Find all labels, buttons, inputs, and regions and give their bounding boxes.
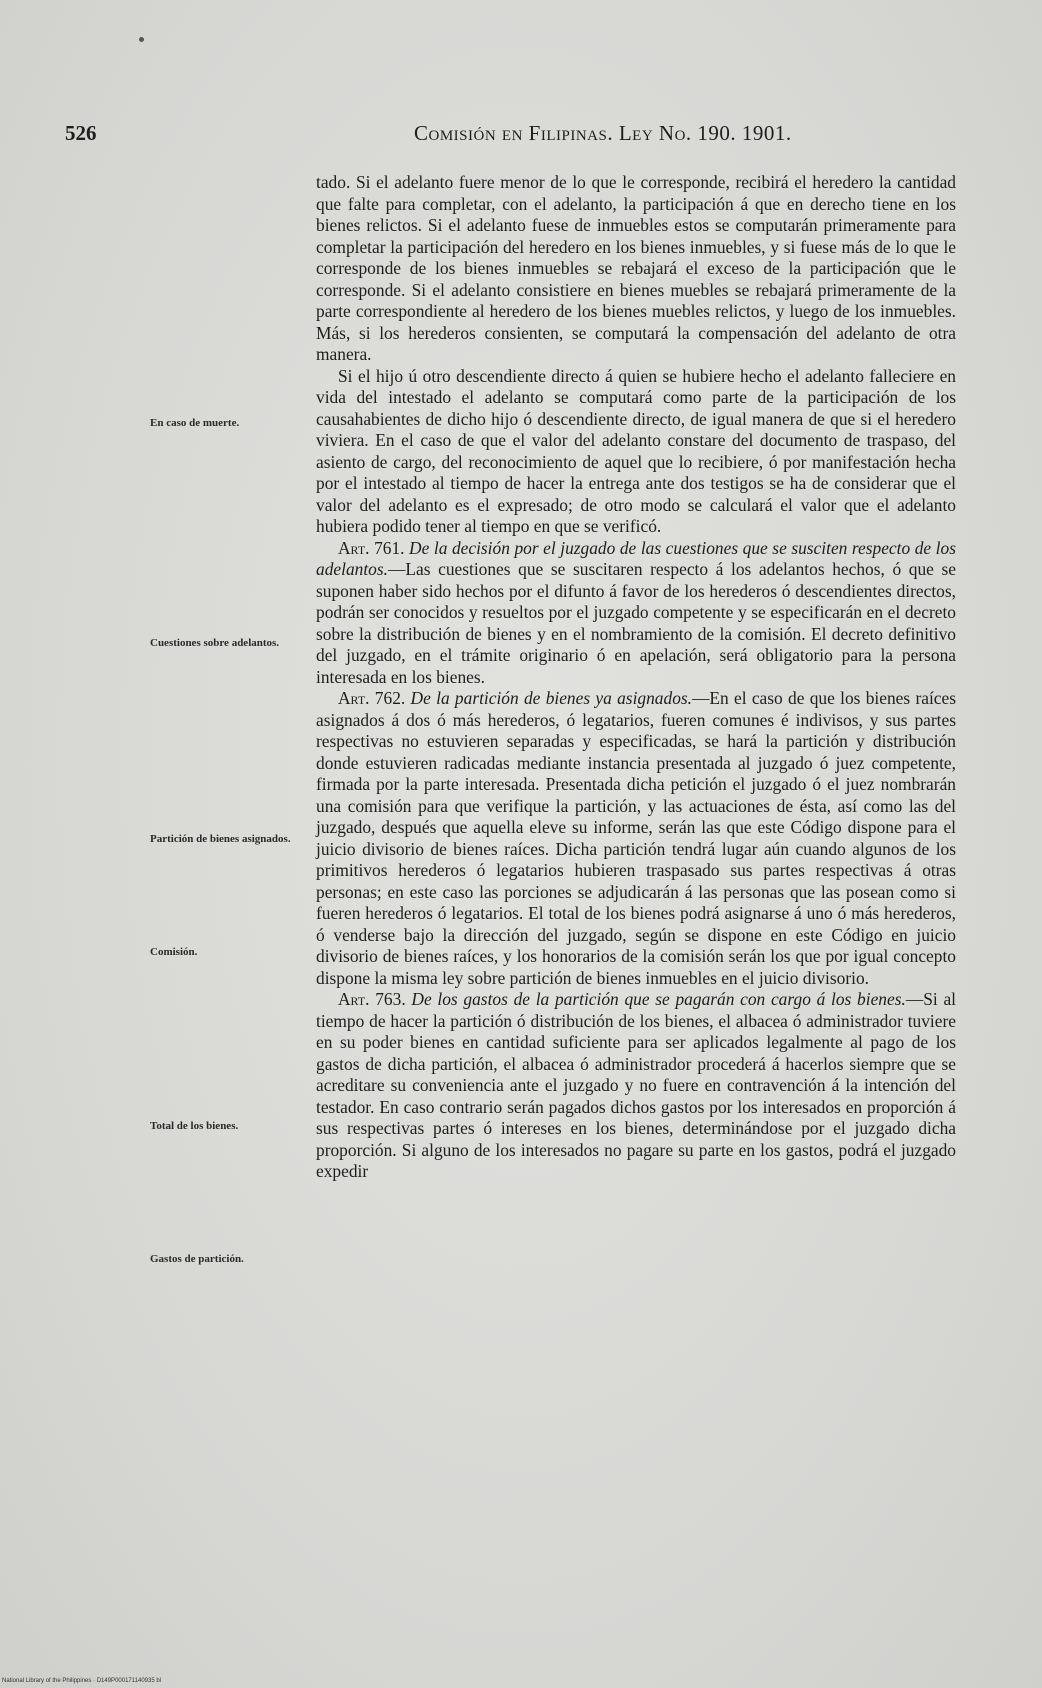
article-761-text: —Las cuestiones que se suscitaren respecto á los adelantos hechos, ó que se suponen haber sido hechos por el difunto á favor de los herederos ó descendientes directos, podrán ser conocidos y resueltos por el juzgado competente y se especificarán en el decreto sobre la distribución de bienes y en el nombramiento de la comisión. El decreto definitivo del juzgado, en el trámite originario ó en apelación, será obligatorio para la persona interesada en los bienes. [316,559,956,687]
margin-note-cuestiones-sobre-adelantos: Cuestiones sobre adelantos. [150,637,280,649]
library-credit: National Library of the Philippines · D149P000171140935 bl [2,1678,161,1684]
article-761-title: De la decisión por el juzgado de las cuestiones que se susciten respecto de los adelantos. [316,537,956,579]
paragraph-en-caso-de-muerte: Si el hijo ú otro descendiente directo á quien se hubiere hecho el adelanto falleciere en vida del intestado el adelanto se computará como parte de la participación de los causahabientes de dicho hijo ó descendiente directo, de igual manera de que si el heredero viviera. En el caso de que el valor del adelanto constare del documento de traspaso, del asiento de cargo, del reconocimiento de aquel que lo recibiere, ó por manifestación hecha por el intestado al tiempo de hacer la entrega ante dos testigos se ha de considerar que el valor del adelanto es el expresado; de otro modo se calculará el valor que el adelanto hubiera podido tener al tiempo en que se verificó. [316,365,956,536]
ink-speck [139,37,144,42]
margin-note-en-caso-de-muerte: En caso de muerte. [150,417,240,429]
article-761-number: Art. 761. [338,537,405,558]
article-762-number: Art. 762. [338,688,406,708]
article-762-text: —En el caso de que los bienes raíces asignados á dos ó más herederos, ó legatarios, fueren comunes é indivisos, y sus partes respectivas no estuvieren separadas y especificadas, se hará la partición y distribución donde estuvieren radicadas mediante instancia presentada al juzgado ó juez competente, firmada por la parte interesada. Presentada dicha petición el juzgado ó el juez nombrarán una comisión para que verifique la partición, y las actuaciones de ésta, así como las del juzgado, después que aquella eleve su informe, serán las que este Código dispone para el juicio divisorio de bienes raíces. Dicha partición tendrá lugar aún cuando algunos de los primitivos herederos ó legatarios hubieren traspasado sus partes respectivas á otras personas; en este caso las porciones se adjudicarán á las personas que las posean como si fueren herederos ó legatarios. El total de los bienes podrá asignarse á uno ó más herederos, ó venderse bajo la dirección del juzgado, según se dispone en este Código en juicio divisorio de bienes raíces, y los honorarios de la comisión serán los que por igual concepto dispone la misma ley sobre partición de bienes inmuebles en el juicio divisorio. [316,688,956,988]
page-header [65,121,865,151]
margin-note-gastos-de-particion: Gastos de partición. [150,1253,244,1265]
article-762-title: De la partición de bienes ya asignados. [410,688,692,708]
margin-note-comision: Comisión. [150,946,198,958]
margin-note-total-de-los-bienes: Total de los bienes. [150,1120,239,1132]
article-763 [316,989,956,1183]
page-number: 526 [65,121,97,145]
body-text [316,172,956,1183]
article-763-text: —Si al tiempo de hacer la partición ó distribución de los bienes, el albacea ó administrador tuviere en su poder bienes en cantidad suficiente para ser aplicados legalmente al pago de los gastos de dicha partición, el albacea ó administrador procederá á hacerlos siempre que se acreditare su conveniencia ante el juzgado y no fuere en contravención á la intención del testador. En caso contrario serán pagados dichos gastos por los interesados en proporción á sus respectivas partes ó intereses en los bienes, determinándose por el juzgado dicha proporción. Si alguno de los interesados no pagare su parte en los gastos, podrá el juzgado expedir [316,989,956,1181]
article-761 [316,538,956,689]
article-762 [316,688,956,989]
article-763-title: De los gastos de la partición que se pagarán con cargo á los bienes. [411,989,906,1009]
margin-note-particion-de-bienes: Partición de bienes asignados. [150,833,291,845]
running-head: Comisión en Filipinas. Ley No. 190. 1901. [414,121,792,145]
paragraph-continuation: tado. Si el adelanto fuere menor de lo que le corresponde, recibirá el heredero la cantidad que falte para completar, con el adelanto, la participación á que en derecho tiene en los bienes relictos. Si el adelanto fuese de inmuebles estos se computarán primeramente para completar la participación del heredero en los bienes inmuebles, y si fuese más de lo que le corresponde de los bienes inmuebles se rebajará el exceso de la participación que le corresponde. Si el adelanto consistiere en bienes muebles se rebajará primeramente de la parte correspondiente al heredero de los bienes muebles relictos, y luego de los inmuebles. Más, si los herederos consienten, se computará la compensación del adelanto de otra manera. [316,172,956,364]
article-763-number: Art. 763. [338,989,406,1009]
